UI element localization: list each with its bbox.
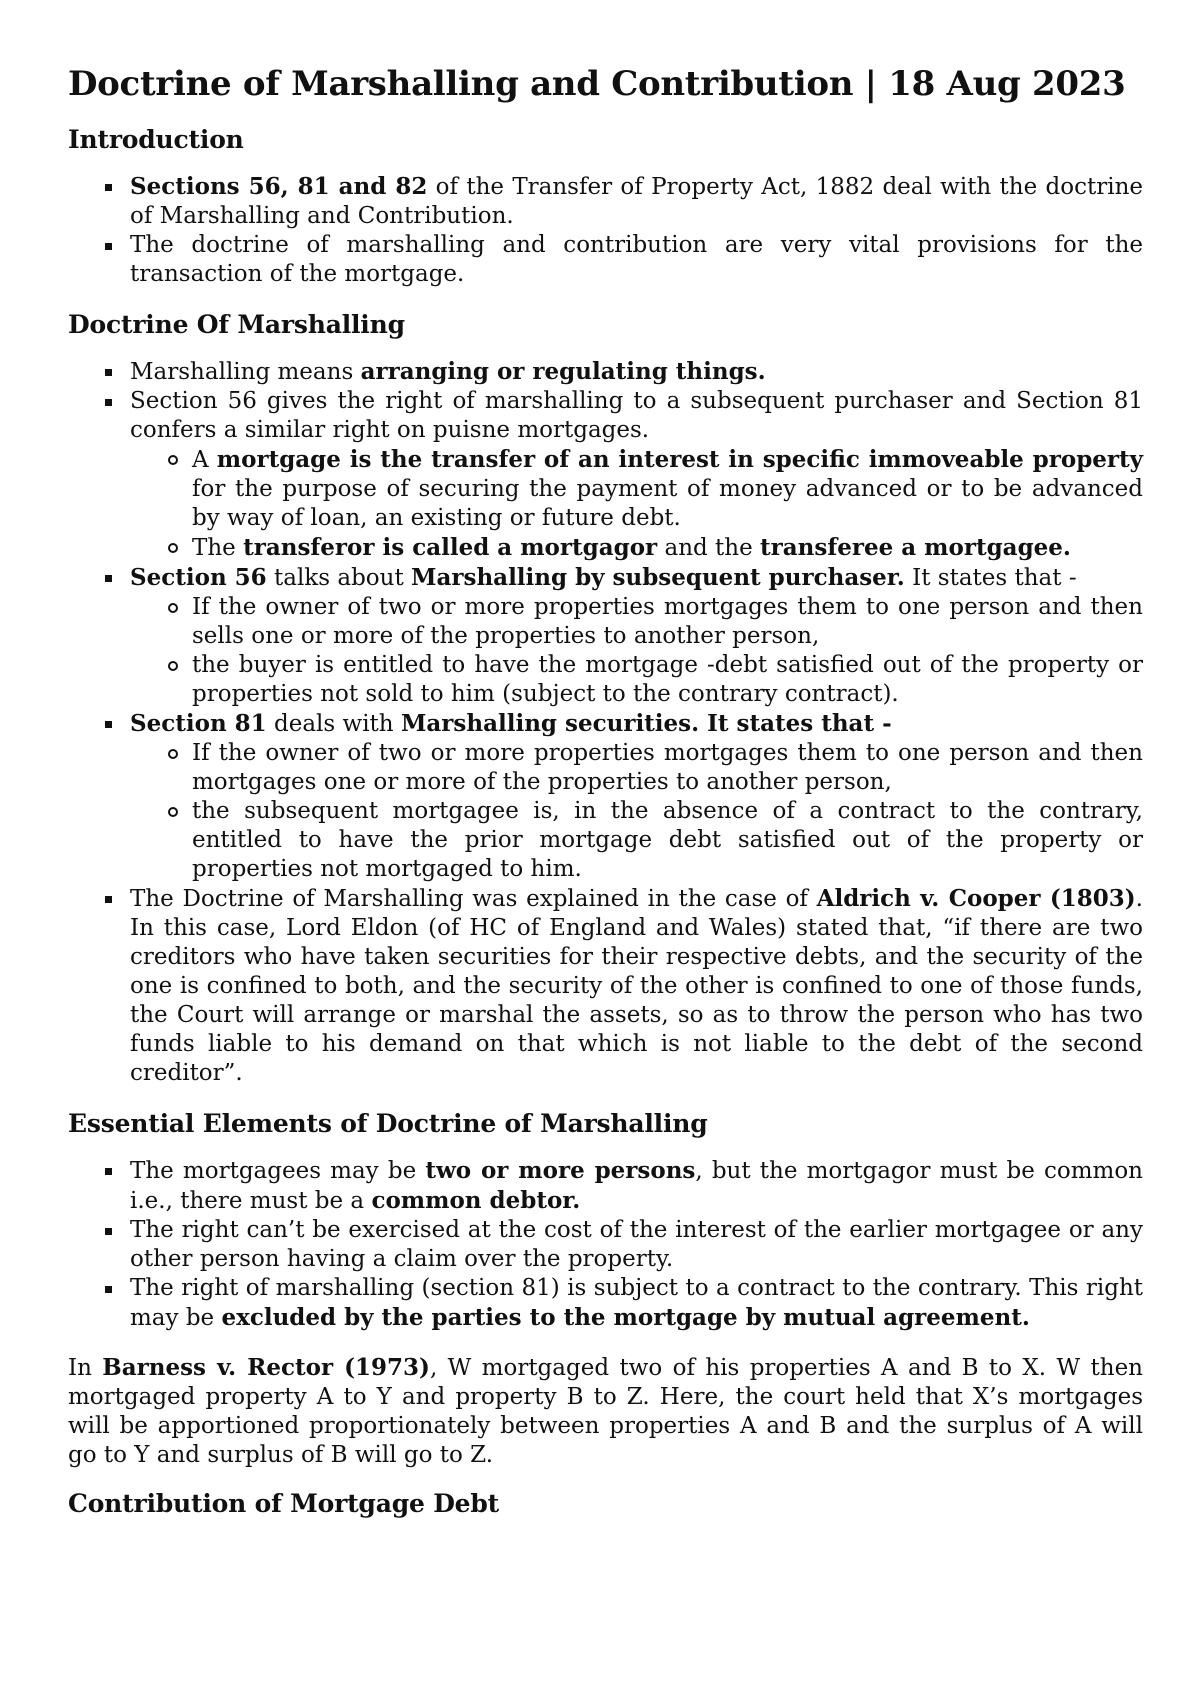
heading-doctrine-of-marshalling: Doctrine Of Marshalling [68,310,405,339]
list-item: Section 56 gives the right of marshalling to a subsequent purchaser and Section 81 confers a similar right on puisne mortgages. A mortgage is the transfer of an interest in specific immoveable property for the purpose of securing the payment of money advanced or to be advanced by way of loan, an existing or future debt. The transferor is called a mortgagor and the transferee a mortgagee. [68,387,1143,563]
list-item: Section 81 deals with Marshalling securities. It states that - If the owner of two or more properties mortgages them to one person and then mortgages one or more of the properties to another person, the subsequent mortgagee is, in the absence of a contract to the contrary, entitled to have the prior mortgage debt satisfied out of the property or properties not mortgaged to him. [68,709,1143,884]
sub-list-item: If the owner of two or more properties mortgages them to one person and then sells one or more of the properties to another person, [130,593,1143,651]
list-item: Marshalling means arranging or regulating things. [68,357,1143,387]
section-introduction [68,172,1143,289]
sub-list [130,739,1143,884]
heading-contribution: Contribution of Mortgage Debt [68,1489,500,1518]
sub-list [130,445,1143,563]
section-marshalling [68,357,1143,1088]
list-item: The right can’t be exercised at the cost of the interest of the earlier mortgagee or any other person having a claim over the property. [68,1216,1143,1274]
elements-list [68,1156,1143,1333]
list-item: The Doctrine of Marshalling was explained in the case of Aldrich v. Cooper (1803). In this case, Lord Eldon (of HC of England and Wales) stated that, “if there are two creditors who have taken securities for their respective debts, and the security of the one is confined to both, and the security of the other is confined to one of those funds, the Court will arrange or marshal the assets, so as to throw the person who has two funds liable to his demand on that which is not liable to the debt of the second creditor”. [68,884,1143,1088]
sub-list-item: A mortgage is the transfer of an interest in specific immoveable property for the purpose of securing the payment of money advanced or to be advanced by way of loan, an existing or future debt. [130,445,1143,533]
sub-list-item: If the owner of two or more properties mortgages them to one person and then mortgages one or more of the properties to another person, [130,739,1143,797]
heading-introduction: Introduction [68,125,244,154]
heading-essential-elements: Essential Elements of Doctrine of Marshalling [68,1109,708,1138]
list-item: The mortgagees may be two or more persons, but the mortgagor must be common i.e., there must be a common debtor. [68,1156,1143,1216]
list-item: Section 56 talks about Marshalling by subsequent purchaser. It states that - If the owner of two or more properties mortgages them to one person and then sells one or more of the properties to another person, the buyer is entitled to have the mortgage -debt satisfied out of the property or properties not sold to him (subject to the contrary contract). [68,563,1143,709]
sub-list [130,593,1143,709]
page-title: Doctrine of Marshalling and Contribution | 18 Aug 2023 [68,64,1126,104]
list-item: Sections 56, 81 and 82 of the Transfer of Property Act, 1882 deal with the doctrine of Marshalling and Contribution. [68,172,1143,231]
case-paragraph: In Barness v. Rector (1973), W mortgaged two of his properties A and B to X. W then mortgaged property A to Y and property B to Z. Here, the court held that X’s mortgages will be apportioned proportionately between properties A and B and the surplus of A will go to Y and surplus of B will go to Z. [68,1354,1143,1468]
list-item: The doctrine of marshalling and contribution are very vital provisions for the transaction of the mortgage. [68,231,1143,289]
marshalling-list [68,357,1143,1088]
sub-list-item: the subsequent mortgagee is, in the absence of a contract to the contrary, entitled to have the prior mortgage debt satisfied out of the property or properties not mortgaged to him. [130,797,1143,884]
intro-list [68,172,1143,289]
sub-list-item: The transferor is called a mortgagor and the transferee a mortgagee. [130,533,1143,563]
list-item: The right of marshalling (section 81) is subject to a contract to the contrary. This right may be excluded by the parties to the mortgage by mutual agreement. [68,1274,1143,1333]
section-essential-elements [68,1156,1143,1333]
sub-list-item: the buyer is entitled to have the mortgage -debt satisfied out of the property or properties not sold to him (subject to the contrary contract). [130,651,1143,709]
